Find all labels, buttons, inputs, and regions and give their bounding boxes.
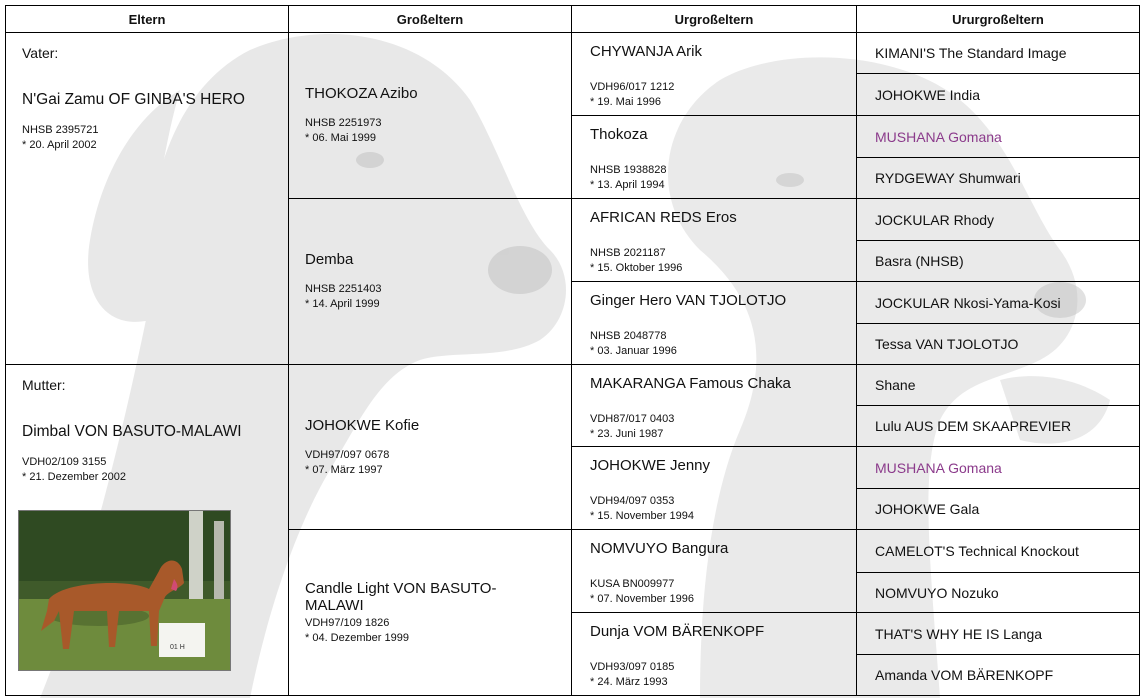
pedigree-table: [5, 5, 1140, 696]
ggg-cell: [857, 530, 1140, 573]
great-grandparent-birth: * 24. März 1993: [590, 676, 668, 688]
great-grandparent-cell: [572, 116, 857, 199]
great-grandparent-cell: [572, 199, 857, 282]
grandparent-cell: [289, 33, 572, 199]
great-grandparent-cell: [572, 365, 857, 447]
great-grandparent-name: Thokoza: [590, 126, 648, 143]
mother-cell: [6, 365, 289, 696]
header-ururgrosseltern: Ururgroßeltern: [857, 6, 1140, 33]
great-grandparent-name: Dunja VOM BÄRENKOPF: [590, 623, 765, 640]
header-eltern: Eltern: [6, 6, 289, 33]
grandparent-cell: [289, 199, 572, 365]
great-grandparent-name: AFRICAN REDS Eros: [590, 209, 737, 226]
ggg-name: Tessa VAN TJOLOTJO: [875, 336, 1019, 352]
grandparent-birth: * 07. März 1997: [305, 463, 383, 476]
ggg-name: CAMELOT'S Technical Knockout: [875, 543, 1079, 559]
ggg-name: NOMVUYO Nozuko: [875, 584, 999, 601]
great-grandparent-reg: NHSB 1938828: [590, 164, 667, 176]
ggg-cell: [857, 324, 1140, 365]
great-grandparent-cell: [572, 33, 857, 116]
ggg-cell: [857, 241, 1140, 282]
ggg-cell: [857, 199, 1140, 241]
grandparent-cell: [289, 530, 572, 696]
mother-birth: * 21. Dezember 2002: [22, 471, 126, 483]
great-grandparent-birth: * 15. November 1994: [590, 510, 694, 522]
ggg-cell: [857, 447, 1140, 489]
great-grandparent-birth: * 15. Oktober 1996: [590, 262, 683, 274]
mother-reg: VDH02/109 3155: [22, 456, 107, 468]
grandparent-name: Demba: [305, 251, 354, 268]
ggg-name: Amanda VOM BÄRENKOPF: [875, 667, 1054, 683]
great-grandparent-birth: * 13. April 1994: [590, 179, 665, 191]
grandparent-birth: * 04. Dezember 1999: [305, 631, 409, 644]
ggg-cell: [857, 655, 1140, 696]
ggg-name: MUSHANA Gomana: [875, 459, 1002, 476]
ggg-cell: [857, 116, 1140, 158]
ggg-cell: [857, 158, 1140, 199]
grandparent-name: JOHOKWE Kofie: [305, 416, 420, 434]
mother-role: Mutter:: [22, 377, 66, 393]
grandparent-birth: * 14. April 1999: [305, 298, 380, 310]
ggg-name: THAT'S WHY HE IS Langa: [875, 625, 1043, 642]
great-grandparent-name: JOHOKWE Jenny: [590, 457, 711, 474]
ggg-name: JOCKULAR Nkosi-Yama-Kosi: [875, 294, 1061, 311]
ggg-cell: [857, 74, 1140, 116]
ggg-cell: [857, 33, 1140, 74]
ggg-name: KIMANI'S The Standard Image: [875, 45, 1067, 61]
ggg-cell: [857, 489, 1140, 530]
father-name: N'Gai Zamu OF GINBA'S HERO: [22, 91, 245, 108]
great-grandparent-reg: VDH87/017 0403: [590, 413, 675, 425]
father-cell: [6, 33, 289, 365]
great-grandparent-reg: VDH94/097 0353: [590, 495, 675, 507]
great-grandparent-cell: [572, 282, 857, 365]
grandparent-name: Candle Light VON BASUTO-MALAWI: [305, 579, 497, 614]
ggg-cell: [857, 573, 1140, 613]
header-grosseltern: Großeltern: [289, 6, 572, 33]
grandparent-cell: [289, 365, 572, 530]
dog-photo: [18, 510, 231, 671]
great-grandparent-name: Ginger Hero VAN TJOLOTJO: [590, 292, 787, 309]
great-grandparent-birth: * 23. Juni 1987: [590, 428, 664, 440]
father-birth: * 20. April 2002: [22, 139, 97, 151]
great-grandparent-birth: * 07. November 1996: [590, 593, 694, 605]
great-grandparent-birth: * 03. Januar 1996: [590, 345, 677, 357]
ggg-name: Shane: [875, 377, 916, 393]
grandparent-reg: NHSB 2251973: [305, 117, 382, 129]
great-grandparent-reg: NHSB 2048778: [590, 330, 667, 342]
grandparent-birth: * 06. Mai 1999: [305, 132, 376, 144]
ggg-cell: [857, 365, 1140, 406]
ggg-name: Lulu AUS DEM SKAAPREVIER: [875, 418, 1072, 434]
ggg-cell: [857, 282, 1140, 324]
father-reg: NHSB 2395721: [22, 124, 99, 136]
photo-card-text: 01 H: [170, 644, 185, 651]
great-grandparent-reg: KUSA BN009977: [590, 578, 675, 590]
ggg-name: Basra (NHSB): [875, 253, 964, 269]
grandparent-reg: VDH97/109 1826: [305, 616, 390, 629]
great-grandparent-name: MAKARANGA Famous Chaka: [590, 375, 791, 392]
ggg-name: JOHOKWE Gala: [875, 501, 980, 517]
ggg-cell: [857, 613, 1140, 655]
grandparent-reg: NHSB 2251403: [305, 283, 382, 295]
great-grandparent-cell: [572, 530, 857, 613]
great-grandparent-cell: [572, 447, 857, 530]
father-role: Vater:: [22, 45, 59, 61]
ggg-name: MUSHANA Gomana: [875, 128, 1002, 145]
great-grandparent-name: NOMVUYO Bangura: [590, 540, 729, 557]
grandparent-name: THOKOZA Azibo: [305, 85, 418, 102]
great-grandparent-cell: [572, 613, 857, 696]
great-grandparent-birth: * 19. Mai 1996: [590, 96, 661, 108]
grandparent-reg: VDH97/097 0678: [305, 448, 390, 461]
mother-name: Dimbal VON BASUTO-MALAWI: [22, 423, 242, 440]
ggg-cell: [857, 406, 1140, 447]
ggg-name: JOHOKWE India: [875, 86, 981, 103]
header-urgrosseltern: Urgroßeltern: [572, 6, 857, 33]
great-grandparent-name: CHYWANJA Arik: [590, 43, 702, 60]
great-grandparent-reg: NHSB 2021187: [590, 247, 666, 259]
ggg-name: JOCKULAR Rhody: [875, 211, 995, 228]
great-grandparent-reg: VDH93/097 0185: [590, 661, 675, 673]
ggg-name: RYDGEWAY Shumwari: [875, 170, 1021, 186]
great-grandparent-reg: VDH96/017 1212: [590, 81, 675, 93]
